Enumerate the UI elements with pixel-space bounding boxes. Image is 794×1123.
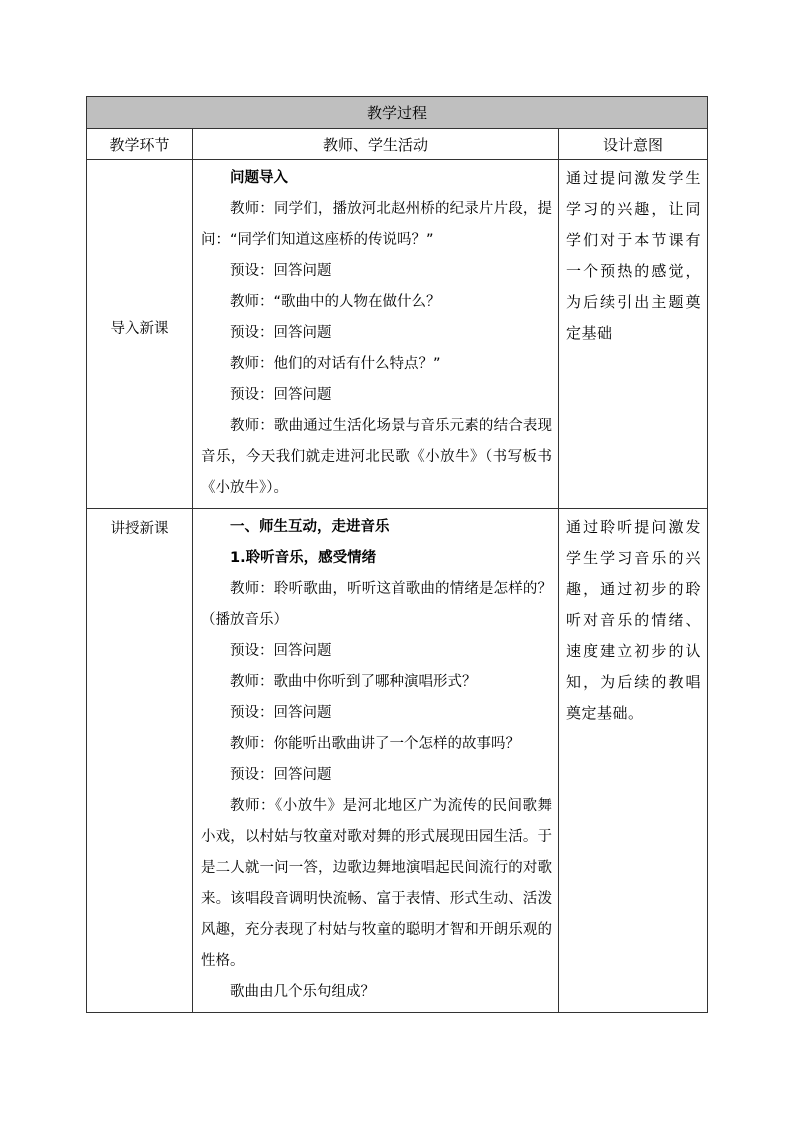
table-header-row bbox=[87, 129, 708, 160]
activity-paragraph: 教师：他们的对话有什么特点？” bbox=[230, 356, 441, 372]
header-stage: 教学环节 bbox=[87, 129, 193, 160]
activity-paragraph: 教师：歌曲中你听到了哪种演唱形式？ bbox=[230, 674, 477, 690]
activity-paragraph: 预设：回答问题 bbox=[230, 263, 332, 279]
activity-paragraph: 歌曲由几个乐句组成？ bbox=[230, 984, 375, 1000]
activity-paragraph: 问题导入 bbox=[230, 170, 288, 186]
intent-cell-intro: 通过提问激发学生学习的兴趣，让同学们对于本节课有一个预热的感觉，为后续引出主题奠定基础 bbox=[559, 160, 708, 509]
activity-paragraph: 一、师生互动，走进音乐 bbox=[230, 519, 390, 535]
stage-label: 讲授新课 bbox=[110, 521, 169, 537]
activity-paragraph: 教师：“歌曲中的人物在做什么？ bbox=[230, 294, 441, 310]
activity-paragraph: 教师：聆听歌曲，听听这首歌曲的情绪是怎样的？（播放音乐） bbox=[201, 581, 552, 628]
stage-cell-teaching bbox=[87, 509, 193, 1013]
activity-paragraph: 预设：回答问题 bbox=[230, 705, 332, 721]
table-row-teaching bbox=[87, 509, 708, 1013]
table-title: 教学过程 bbox=[87, 97, 708, 129]
teaching-process-table bbox=[86, 96, 708, 1013]
activity-paragraph: 预设：回答问题 bbox=[230, 387, 332, 403]
activity-paragraph: 预设：回答问题 bbox=[230, 767, 332, 783]
activity-paragraph: 预设：回答问题 bbox=[230, 325, 332, 341]
header-activities: 教师、学生活动 bbox=[193, 129, 559, 160]
intent-cell-teaching: 通过聆听提问激发学生学习音乐的兴趣，通过初步的聆听对音乐的情绪、速度建立初步的认知，为后续的教唱奠定基础。 bbox=[559, 509, 708, 1013]
table-row-intro bbox=[87, 160, 708, 509]
activity-paragraph: 教师：歌曲通过生活化场景与音乐元素的结合表现音乐，今天我们就走进河北民歌《小放牛》（书写板书《小放牛》）。 bbox=[201, 418, 552, 496]
activity-paragraph: 教师：你能听出歌曲讲了一个怎样的故事吗？ bbox=[230, 736, 520, 752]
activity-cell-intro bbox=[193, 160, 559, 509]
table-title-row bbox=[87, 97, 708, 129]
stage-label: 导入新课 bbox=[110, 321, 169, 337]
activity-cell-teaching bbox=[193, 509, 559, 1013]
stage-cell-intro bbox=[87, 160, 193, 509]
activity-paragraph: 1.聆听音乐，感受情绪 bbox=[230, 550, 377, 566]
header-intent: 设计意图 bbox=[559, 129, 708, 160]
activity-paragraph: 教师：同学们，播放河北赵州桥的纪录片片段，提问：“同学们知道这座桥的传说吗？” bbox=[201, 201, 552, 248]
activity-paragraph: 预设：回答问题 bbox=[230, 643, 332, 659]
activity-paragraph: 教师：《小放牛》是河北地区广为流传的民间歌舞小戏，以村姑与牧童对歌对舞的形式展现田园生活。于是二人就一问一答，边歌边舞地演唱起民间流行的对歌来。该唱段音调明快流畅、富于表情、形式生动、活泼风趣，充分表现了村姑与牧童的聪明才智和开朗乐观的性格。 bbox=[201, 798, 552, 969]
